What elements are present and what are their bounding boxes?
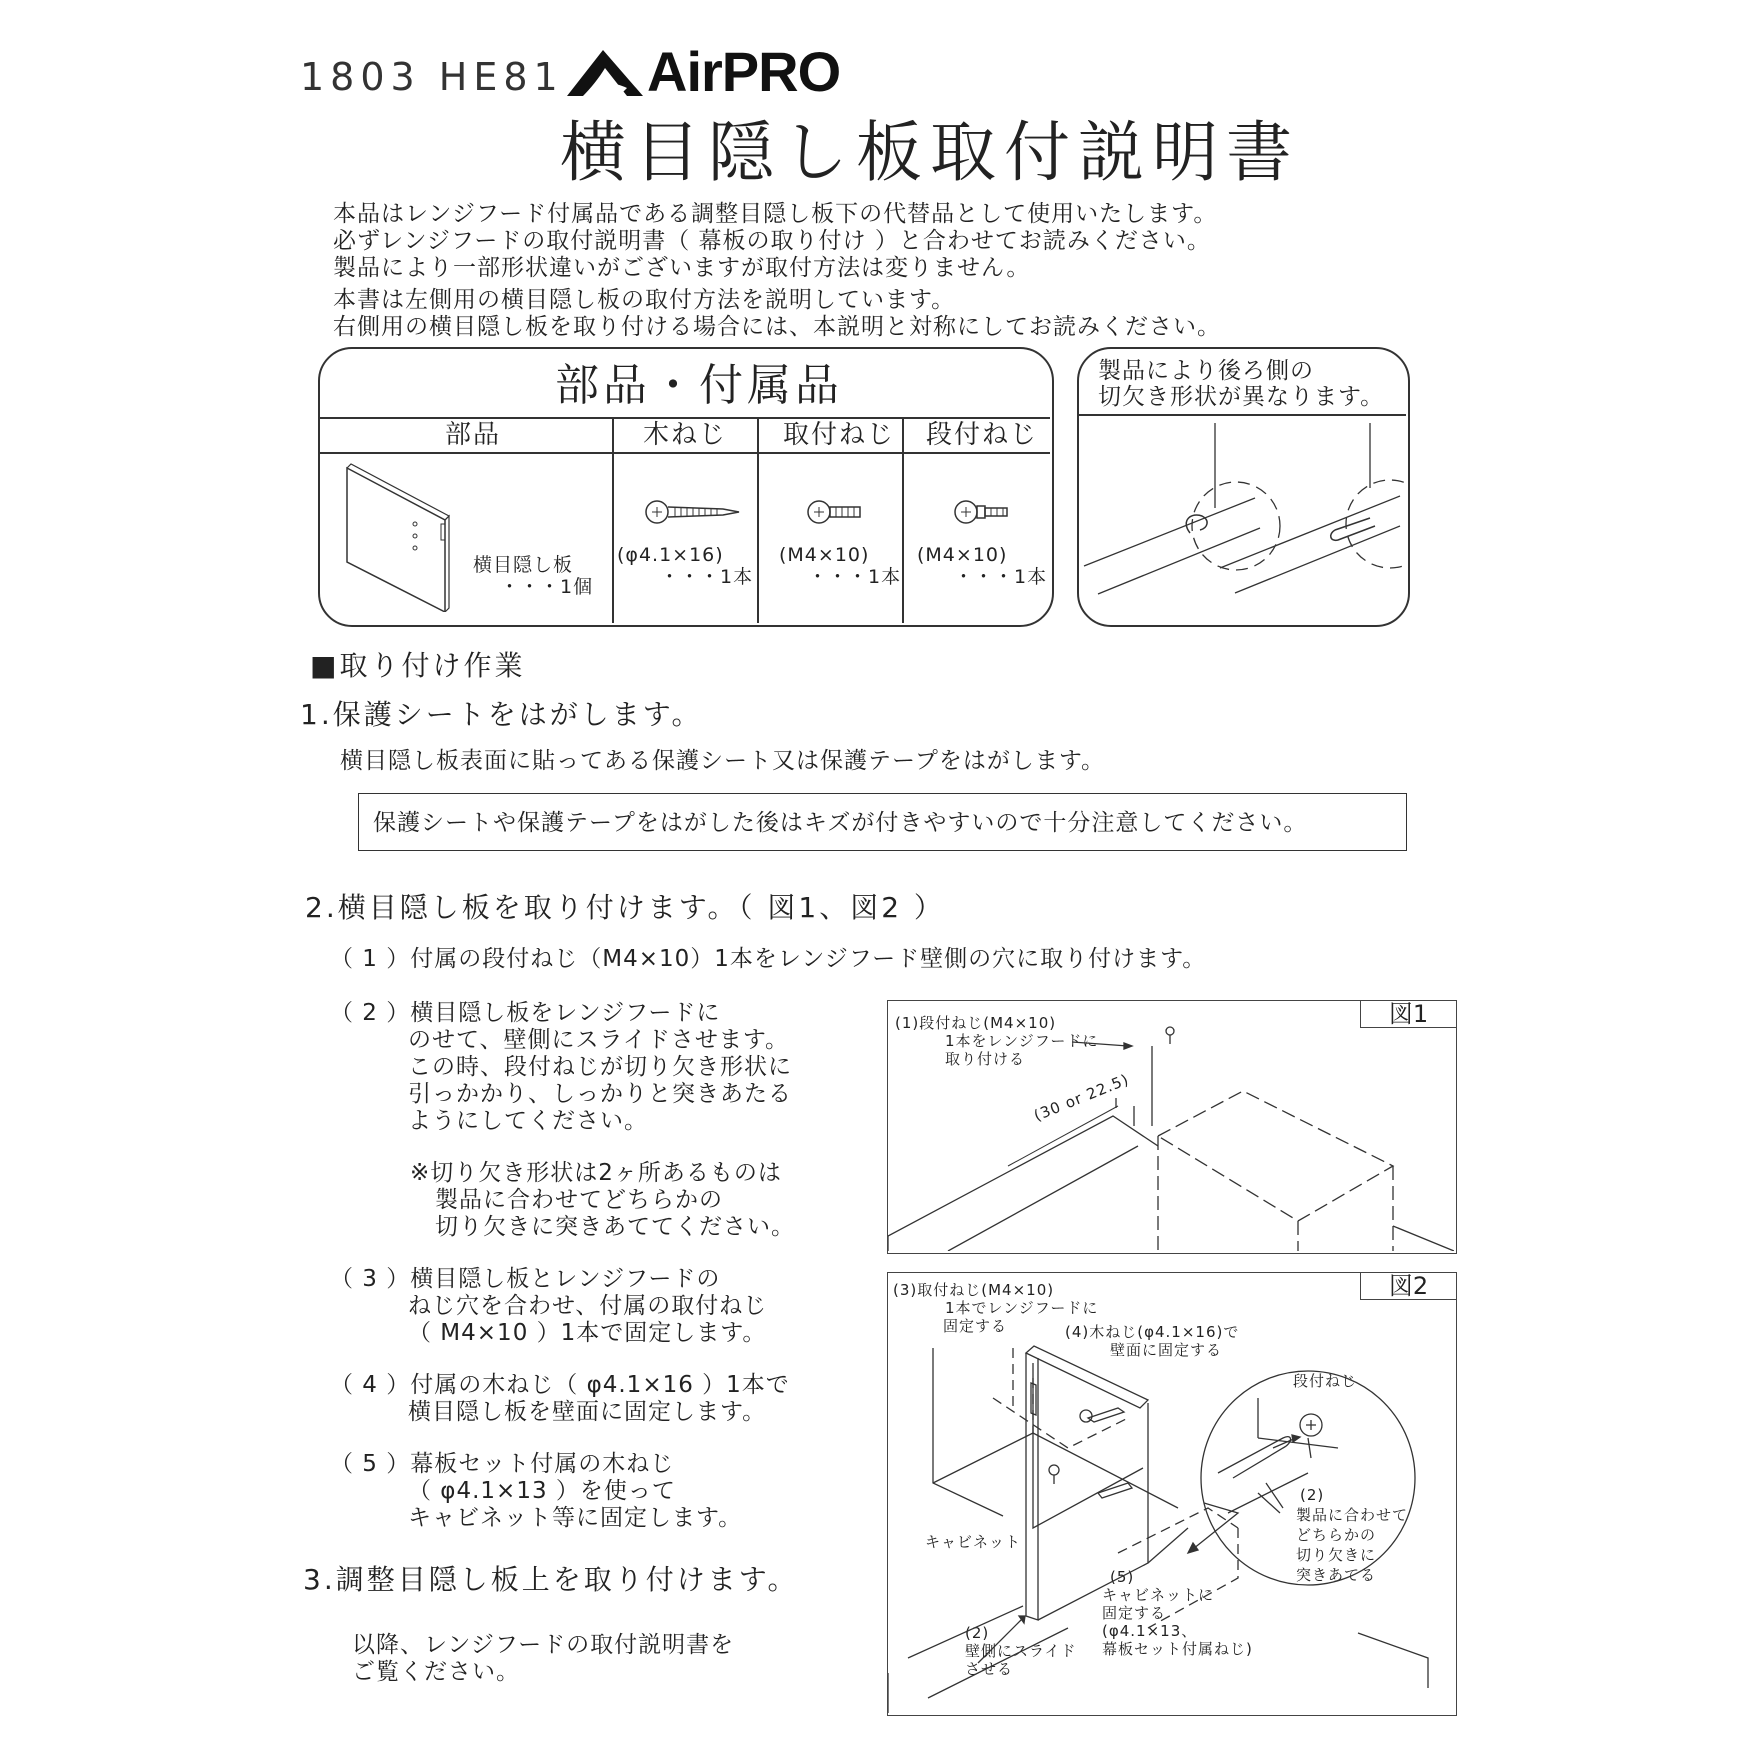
part-qty: ・・・1個 [500,576,594,598]
fig1-label: 1本をレンジフードに [945,1032,1099,1050]
wood-screw-icon [643,496,743,528]
step2-sub2-line: 引っかかり、しっかりと突きあたる [408,1081,792,1107]
fig2-label-5: (φ4.1×13、 [1102,1622,1198,1640]
intro-line: 必ずレンジフードの取付説明書（ 幕板の取り付け ）と合わせてお読みください。 [333,228,1211,254]
step3-text-line: 以降、レンジフードの取付説明書を [352,1632,735,1658]
fig2-label-2a: (2) [965,1624,990,1642]
work-heading: ■取り付け作業 [310,649,526,682]
brand-logo-text: AirPRO [647,40,841,103]
fig2-label-2b: 製品に合わせて [1296,1506,1409,1524]
step2-note-line: 製品に合わせてどちらかの [435,1187,723,1213]
step2-sub3-line: ねじ穴を合わせ、付属の取付ねじ [408,1293,768,1319]
mount-screw-spec: (M4×10) [779,544,870,566]
fig2-label-5: キャビネットに [1102,1586,1215,1604]
step2-sub2-line: ようにしてください。 [408,1108,648,1134]
step2-note-line: 切り欠きに突きあててください。 [435,1214,795,1240]
fig2-label-2a: させる [965,1660,1014,1678]
step2-sub5-line: （ φ4.1×13 ）を使って [408,1478,676,1504]
figure-1-tag: 図1 [1360,1000,1457,1028]
fig2-label-5: (5) [1110,1568,1135,1586]
step3-title: 3.調整目隠し板上を取り付けます。 [303,1563,799,1596]
fig1-label: 取り付ける [945,1050,1026,1068]
fig1-range-hood-drawing [888,1026,1454,1251]
caution-text: 保護シートや保護テープをはがした後はキズが付きやすいので十分注意してください。 [373,810,1308,836]
fig2-label-3: (3)取付ねじ(M4×10) [893,1281,1055,1299]
fig2-cabinet-label: キャビネット [925,1533,1022,1551]
fig2-label-5: 固定する [1102,1604,1167,1622]
step1-text: 横目隠し板表面に貼ってある保護シート又は保護テープをはがします。 [340,748,1106,774]
step2-sub5-line: キャビネット等に固定します。 [408,1505,743,1531]
fig2-label-2b: 突きあてる [1296,1566,1377,1584]
part-name: 横目隠し板 [473,554,574,576]
fig2-label-4: 壁面に固定する [1110,1341,1223,1359]
step2-sub2-line: のせて、壁側にスライドさせます。 [408,1027,790,1053]
intro-line: 製品により一部形状違いがございますが取付方法は変りません。 [333,255,1031,281]
fig2-label-3: 1本でレンジフードに [945,1299,1099,1317]
mount-screw-qty: ・・・1本 [808,566,902,588]
side-cover-panel-icon [345,462,465,612]
page-title: 横目隠し板取付説明書 [560,114,1300,191]
parts-heading: 部品・付属品 [555,360,843,411]
intro-line: 右側用の横目隠し板を取り付ける場合には、本説明と対称にしてお読みください。 [333,314,1221,340]
column-header-part: 部品 [445,420,502,450]
fig2-label-2b: どちらかの [1296,1526,1377,1544]
step2-sub3-line: （ 3 ）横目隠し板とレンジフードの [330,1266,721,1292]
mount-screw-icon [805,496,865,528]
wood-screw-qty: ・・・1本 [660,566,754,588]
fig2-label-5: 幕板セット付属ねじ) [1102,1640,1253,1658]
fig2-label-2b: (2) [1300,1486,1325,1504]
step2-sub4-line: （ 4 ）付属の木ねじ（ φ4.1×16 ）1本で [330,1372,790,1398]
intro-line: 本品はレンジフード付属品である調整目隠し板下の代替品として使用いたします。 [333,201,1218,227]
fig1-label: (1)段付ねじ(M4×10) [895,1014,1057,1032]
figure-2-tag: 図2 [1360,1272,1457,1300]
fig2-label-2b: 切り欠きに [1296,1546,1377,1564]
stepped-screw-qty: ・・・1本 [954,566,1048,588]
step2-title: 2.横目隠し板を取り付けます。（ 図1、図2 ） [305,891,945,924]
wood-screw-spec: (φ4.1×16) [617,544,724,566]
step1-title: 1.保護シートをはがします。 [300,698,703,731]
step2-sub4-line: 横目隠し板を壁面に固定します。 [408,1399,767,1425]
intro-line: 本書は左側用の横目隠し板の取付方法を説明しています。 [333,287,956,313]
column-header-wood-screw: 木ねじ [643,420,728,450]
notch-note-line: 製品により後ろ側の [1098,358,1314,384]
column-header-mount-screw: 取付ねじ [783,420,896,450]
step2-sub1: （ 1 ）付属の段付ねじ（M4×10）1本をレンジフード壁側の穴に取り付けます。 [330,946,1207,972]
stepped-screw-spec: (M4×10) [917,544,1008,566]
step2-sub5-line: （ 5 ）幕板セット付属の木ねじ [330,1451,675,1477]
fig2-label-4: (4)木ねじ(φ4.1×16)で [1065,1323,1240,1341]
step2-note-line: ※切り欠き形状は2ヶ所あるものは [410,1160,782,1186]
step2-sub3-line: （ M4×10 ）1本で固定します。 [408,1320,767,1346]
airpro-logo-icon [565,48,645,98]
step2-sub2-line: この時、段付ねじが切り欠き形状に [408,1054,792,1080]
step3-text-line: ご覧ください。 [352,1659,520,1685]
step2-sub2-line: （ 2 ）横目隠し板をレンジフードに [330,1000,721,1026]
column-header-stepped-screw: 段付ねじ [926,420,1039,450]
notch-shapes-diagram [1080,418,1404,618]
document-code: 1803 HE81 [300,55,564,99]
fig1-dimension: (30 or 22.5) [1031,1070,1132,1125]
fig2-label-3: 固定する [943,1317,1008,1335]
stepped-screw-icon [952,496,1012,528]
fig2-stepped-screw-label: 段付ねじ [1293,1372,1358,1390]
fig2-label-2a: 壁側にスライド [965,1642,1077,1660]
fig2-installation-drawing [888,1298,1454,1713]
notch-note-line: 切欠き形状が異なります。 [1098,384,1385,410]
